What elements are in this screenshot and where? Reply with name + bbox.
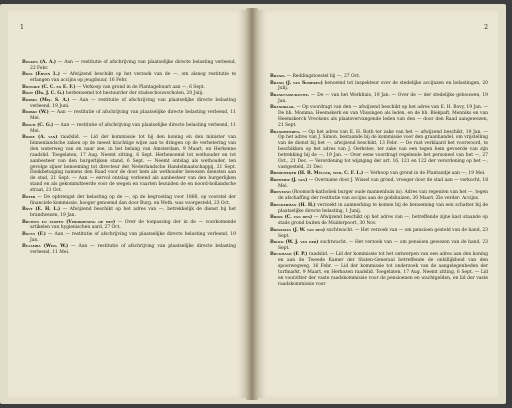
left-index-entries [22, 60, 236, 257]
index-entry [22, 207, 236, 219]
entry-heading: Boot (Dr. J. C. G.) [22, 91, 65, 97]
index-entry [270, 252, 488, 287]
entry-text: herbenoemd tot bestuurder der stadsschouwscholen, 20 Julij. [65, 91, 204, 97]
index-entry [270, 130, 488, 171]
index-entry [22, 244, 236, 256]
index-entry [270, 228, 488, 240]
index-entry [270, 215, 488, 227]
entry-heading: Brand. [270, 74, 286, 79]
entry-heading: Bosch (C. G.) [22, 122, 54, 128]
entry-text: — Afwijzend beschikt op het adres van —, betrekkelijk de dienst bij het brandwezen, 19 Jan. [30, 207, 237, 218]
entry-text: — Aan — restitutie of afschrijving van plaatselijke directe belasting verleend, 19 Juni. [30, 97, 236, 109]
entry-text: — Afwijzend beschikt op het verzoek van de —, om alsnog restitutie te erlangen van accijns op jeugdsuur, 16 Febr. [30, 72, 236, 84]
entry-heading: Bremmer (J. van) [270, 177, 308, 183]
entry-text: suchtwacht. — Het verzoek van — om pensioen gewezen van de hand, 23 Sept. [278, 240, 488, 251]
entry-heading: Bouvy (F.) [22, 231, 46, 237]
index-entry [22, 110, 236, 122]
entry-heading: Bulamba (Wed. W.) [22, 244, 69, 250]
entry-text: — Verkoop van grond in de Plantandje aan —, 19 Mei. [364, 171, 486, 177]
entry-text: raadslid. — Lid der kommissie tot het ontwerpen van een adres aan den koning en aan de Tweede Kamer der Staten-Generaal betreffende de onbillijkheid van den spoorwegweg, 16 Febr. — Lid der kommissie tot onderzoek van de aangelegenheden der turfmarkt, 9 Maart, en Herkozen raadslid. Toegelaten, 17 Aug. Neemt zitting, 6 Sept. — Lid en voorzitter der vaste raadskommissie voor de pensioenen en wachtgelden, en lid der vaste raadskommissie voor [278, 252, 488, 287]
entry-heading: Brandweeren. [270, 129, 301, 135]
entry-heading: Bredemeijer (H. R. Müller, wed. C. F. L.) [270, 171, 364, 177]
right-index-entries [270, 74, 488, 288]
entry-text: — Op het adres van E. H. Roth ter zake van het — afwijzend beschikt, 19 Jan. — Op het adres van J. Simon, bestaande bij de kommissie voor den graanhandel, om vrijstelling van de dienst bij het —, afwijzend beschikt, 13 Febr. — De rust verklaard het voorwoord, te beschikken op het adres van J. Oerkstee, ter zake van een tegen hem gevoerde van zijn betrekking bij de —, 19 Jan. — Over eene voordragt regelende het personeel van het —, 27 Oct., 21 Dec. — Verordening tot wijziging der art. 16, 121 en 122 der verordening op het —, vastgesteld, 21 Dec. [278, 129, 488, 170]
entry-heading: Bolken (A. A.) [22, 60, 56, 65]
entry-text: raadslid. — Lid der kommissie tot bij den koning en den minister van binnenlandsche zaken op de meest krachtige wijze aan te dringen op de verbetering van den waterweg van en naar zee, in het belang van Amsterdam, 9 Maart, en Herkenne raadslid. Toegelaten, 17 Aug. Neemt zitting, 6 Sept. Herbenoemd tot wethouder en tot aanbesteer van den burgerlijken stand, 6 Sept. — Neemt ontslag als wethouder, ten gevolge zijner benoeming tot directeur der Nederlandsche Handelmaatschappij, 21 Sept. Dankbetuiging namens den Raad voor de door hem als wethouder bewezen diensten aan de stad, 21 Sept. — Aan — eervol ontslag verleend als aanbesteer van den burgerlijken stand en als gekommitteerde voor de wegen en vaarten bezuiden de en noord-hollandsche straat, 21 Oct. [30, 135, 236, 194]
right-page [258, 10, 498, 398]
entry-heading: Brentano [270, 190, 291, 196]
index-entry [270, 74, 488, 80]
entry-text: — Over de toepassing der in de — voorkomende artikelen van hygienischen aard, 27 Oct. [30, 219, 236, 231]
index-entry [270, 240, 488, 252]
index-entry [22, 91, 236, 97]
entry-heading: Bosse (A. van) [22, 135, 58, 141]
entry-text: — De — van het Werkhuis, 19 Jan. — Over de — der stedelijke gebouwen, 19 Jan. [278, 92, 488, 104]
entry-text: suchtwacht. — Het verzoek van — om pensioen gesteld van de hand, 23 Sept. [278, 227, 488, 239]
entry-text: — Aan — restitutie of afschrijving van plaatselijke directe belasting verleend, 22 Febr. [30, 60, 236, 71]
index-entry [22, 123, 236, 135]
index-entry [270, 93, 488, 105]
left-page-number: 1 [20, 24, 24, 31]
entry-heading: Breukerman (H. H.) [270, 202, 316, 208]
entry-text: — Aan — restitutie of afschrijving van plaatselijke directe belasting verleend, 19 Jan. [30, 231, 236, 243]
index-entry [270, 81, 488, 93]
entry-heading: Brinkman (J. W. van den) [270, 227, 325, 233]
entry-heading: Brugmans (F. P.) [270, 252, 308, 258]
entry-text: — Aan — restitutie of afschrijving van plaatselijke directe belasting verleend, 11 Mei. [30, 244, 236, 256]
entry-text: — Reddingstoestel bij —, 27 Oct. [286, 74, 361, 79]
entry-text: — Overname door J. Wissel van grond, vroeger door de stad aan — verkocht, 18 Mei. [278, 177, 489, 189]
entry-heading: Bruwen en slopen (Verordening op het) [22, 219, 116, 225]
index-entry [270, 178, 488, 190]
entry-heading: Boter [22, 194, 36, 200]
index-entry [22, 195, 236, 207]
entry-text: — Op voordragt van den — afwijzend beschikt op het adres van E. H. Bovy, 19 Jan. — De hh. Momma, Heemskerk en van Vlissingen als leden, en de hh. Biekpaft, Menniks en van Heemskerck Vreckens als plaatsvervangende leden van den — door den Raad aangewezen, 21 Sept. [278, 105, 489, 129]
entry-text: benoemd tot inspekteur over de stedelijke accijnzen en belastingen, 20 Julij. [278, 80, 488, 92]
index-entry [270, 190, 488, 202]
entry-text: verzoekt in aanmerking te komen bij de benoeming van een schatter bij de plaatselijke directe belasting, 1 Junij. [278, 202, 489, 214]
entry-text: — Aan — restitutie of afschrijving van plaatselijke directe belasting verleend, 11 Mei. [30, 122, 236, 134]
left-page [8, 10, 246, 398]
entry-text: (Roomsch-katholiek burger oude mannenhuis in). Adres van regenten van het —, tegen de afschaffing der restitutie van accijns aan de godshuizen, 30 Maart. Zie verder: Accijns. [278, 190, 488, 202]
entry-text: — De opbrengst der belasting op de —, op de begrooting voor 1866, op voorstel der financiele kommissie, hooger genoemd dan door Burg. en Weth. was voorgesteld, 23 Oct. [30, 194, 236, 206]
entry-text: — Aan — restitutie of afschrijving van plaatselijke directe belasting verleend, 11 Mei. [30, 110, 236, 122]
index-entry [22, 85, 236, 91]
entry-heading: Brand (J. van Someren) [270, 80, 323, 86]
book-spread [0, 4, 506, 404]
index-entry [22, 232, 236, 244]
index-entry [22, 72, 236, 84]
index-entry [270, 203, 488, 215]
entry-heading: Brand-assurantie. [270, 92, 310, 98]
index-entry [22, 60, 236, 72]
index-entry [22, 98, 236, 110]
entry-text: — Afwijzend beschikt op het adres van —, betreffende zijne kast staande op stads grond buiten de Muiderpoort, 30 Nov. [278, 215, 488, 227]
entry-heading: Brock (W. J. van der) [270, 240, 319, 245]
entry-heading: Brink (C. van den) [270, 215, 313, 221]
entry-heading: Bols (Erven L.) [22, 72, 60, 78]
entry-heading: Borski (Mej. S. A.) [22, 97, 70, 103]
index-entry [22, 220, 236, 232]
entry-heading: Bonnike (C. C. en E. F.) [22, 84, 76, 90]
right-page-number: 2 [484, 24, 488, 31]
index-entry [270, 105, 488, 129]
index-entry [270, 171, 488, 177]
index-entry [22, 135, 236, 194]
book-gutter [246, 8, 258, 400]
entry-heading: Borski (W.) [22, 110, 49, 116]
entry-heading: Bovy (E. H. L.) [22, 207, 61, 213]
entry-text: — Verkoop van grond in de Plantagebuurt aan —, 6 Sept. [76, 84, 205, 90]
entry-heading: Brandraad. [270, 105, 295, 111]
